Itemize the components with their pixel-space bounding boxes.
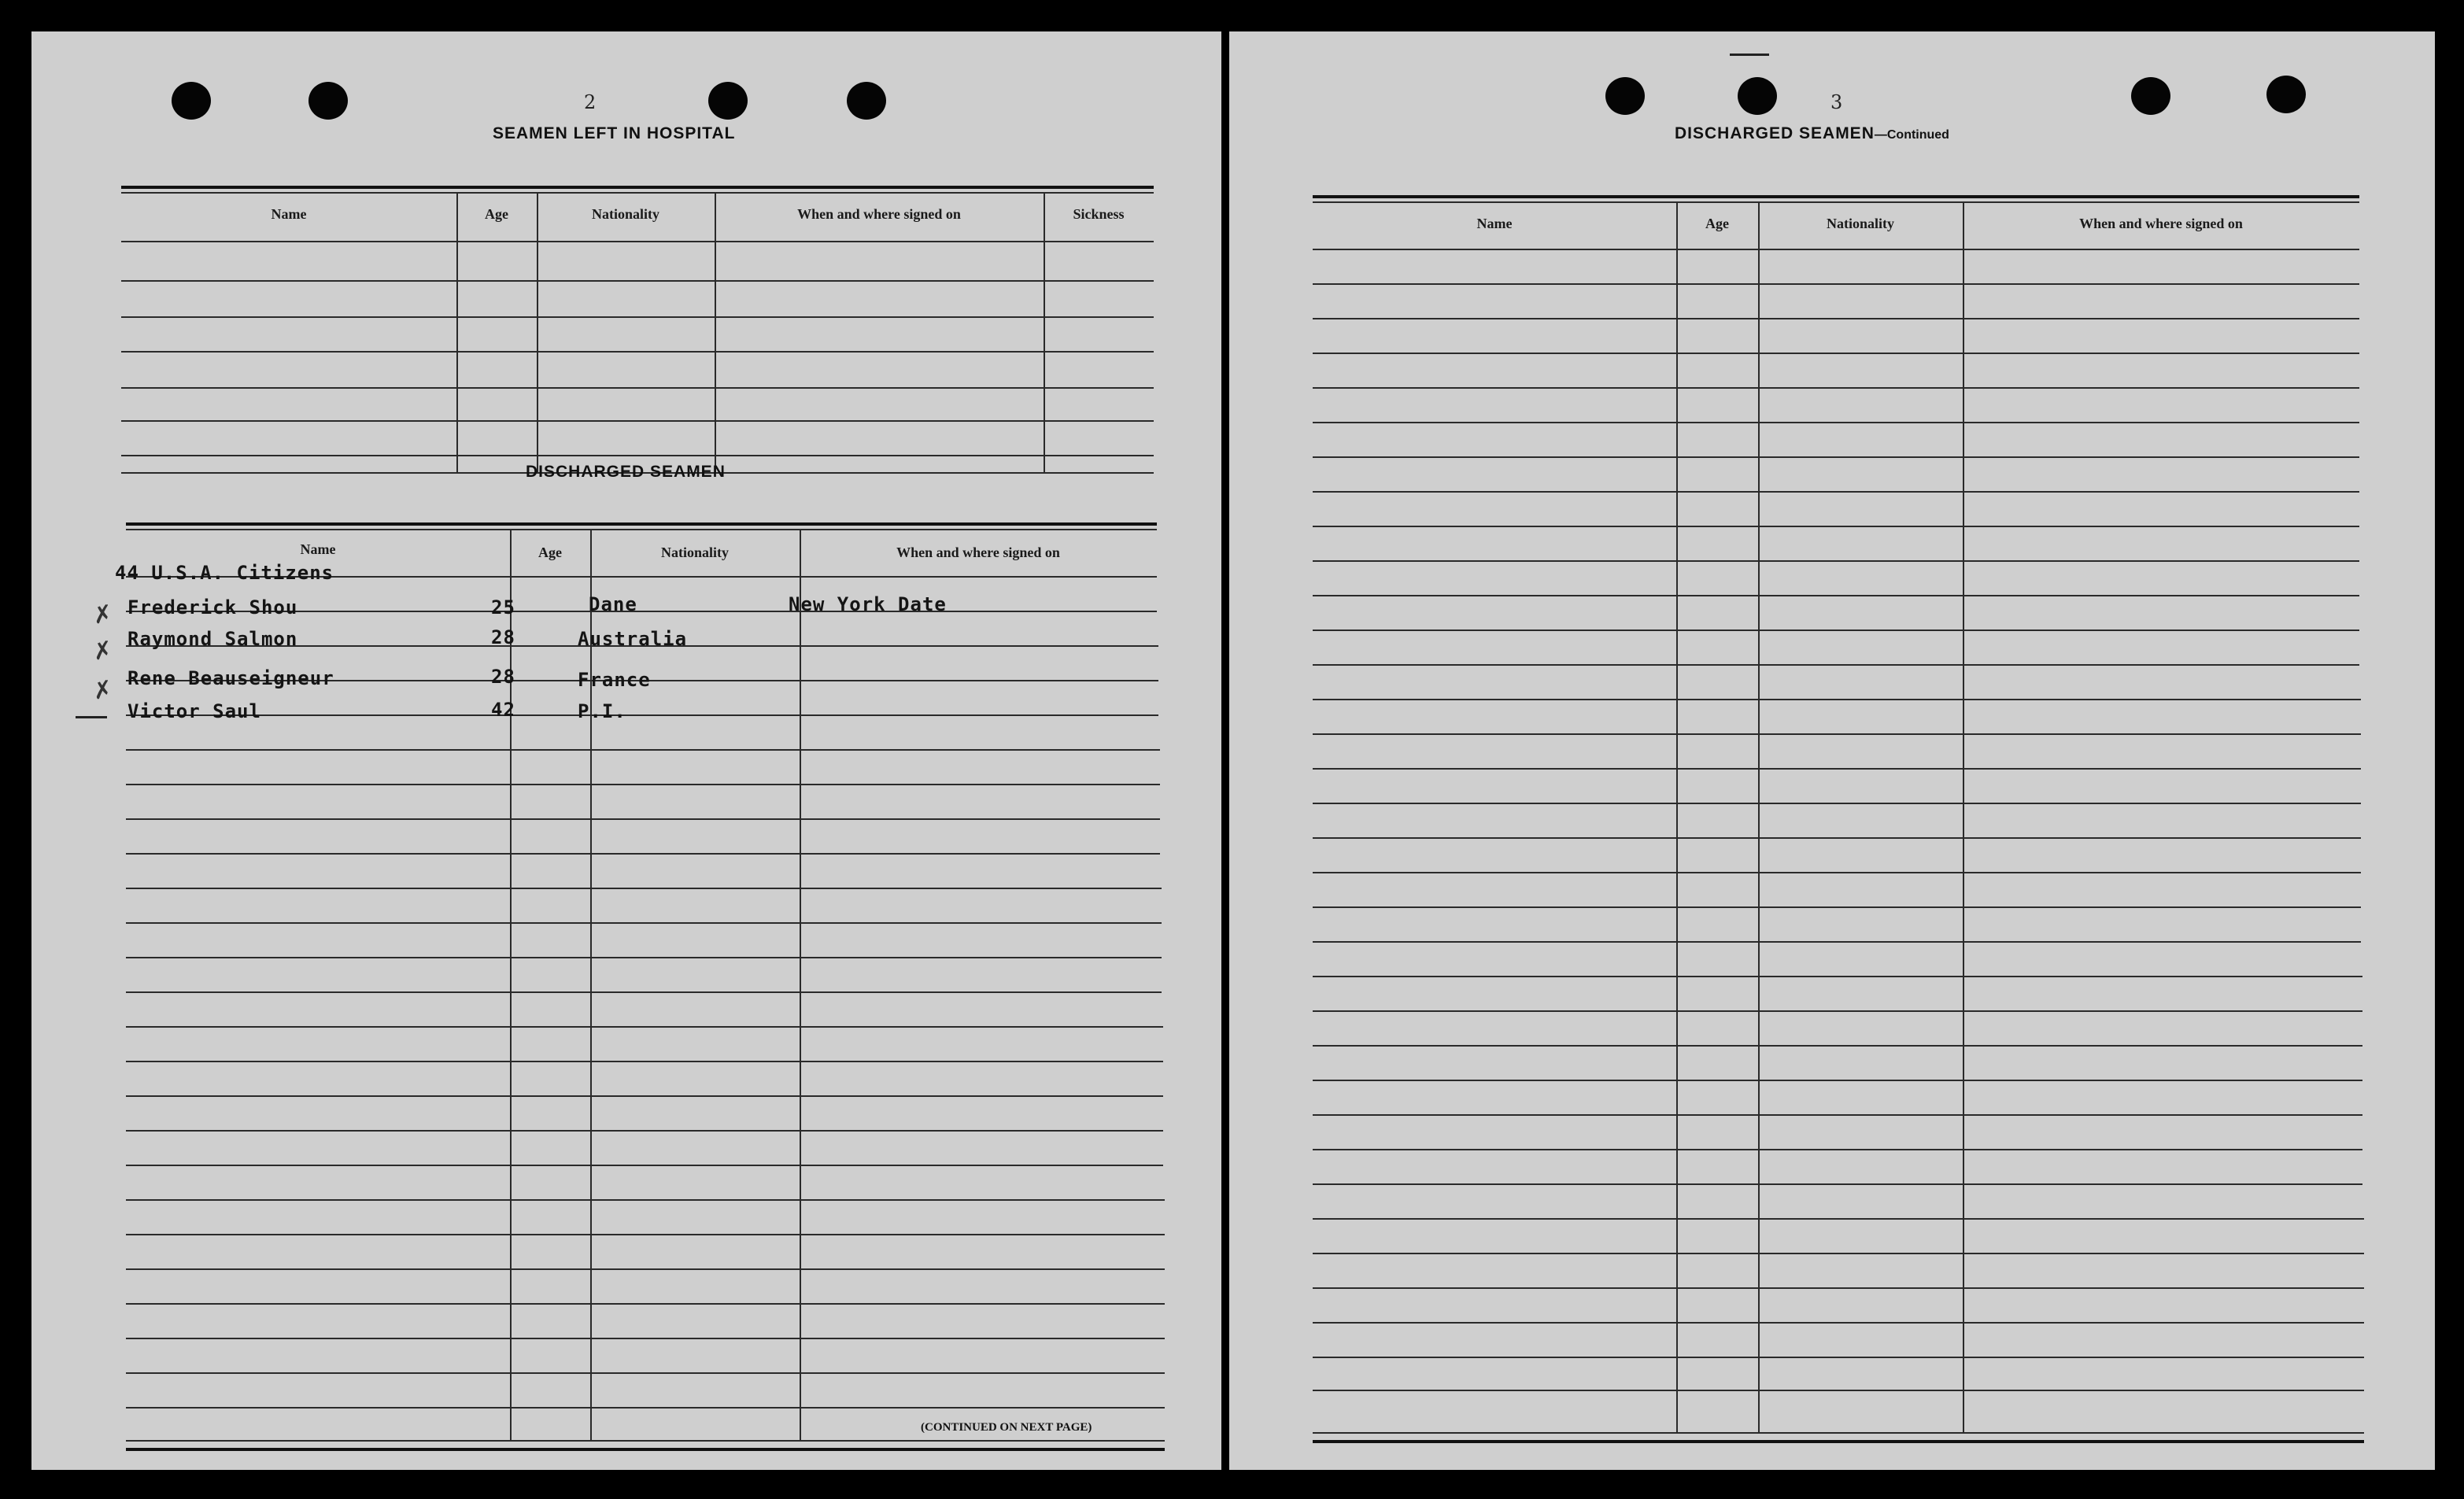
seaman-nationality: P.I. xyxy=(578,700,626,722)
column-header-age: Age xyxy=(1705,216,1729,231)
discharged-continued-title xyxy=(1675,124,1949,143)
column-header-sickness: Sickness xyxy=(1073,206,1125,222)
punch-hole xyxy=(2131,77,2170,115)
column-header-signed-on: When and where signed on xyxy=(2079,216,2243,231)
column-header-name: Name xyxy=(271,206,307,222)
seaman-nationality: Australia xyxy=(578,628,688,650)
column-header-age: Age xyxy=(485,206,508,222)
seaman-name: Victor Saul xyxy=(127,700,261,722)
column-header-nationality: Nationality xyxy=(660,545,729,560)
seaman-age: 28 xyxy=(491,666,515,688)
left-page xyxy=(31,31,1221,1470)
seaman-name: Raymond Salmon xyxy=(127,628,298,650)
seaman-name: Rene Beauseigneur xyxy=(127,667,334,689)
handwritten-dash xyxy=(76,716,107,718)
handwritten-check-mark: ✗ xyxy=(91,600,115,630)
punch-hole xyxy=(1605,77,1645,115)
punch-hole xyxy=(1738,77,1777,115)
column-header-name: Name xyxy=(1476,216,1513,231)
column-header-name: Name xyxy=(300,541,336,557)
citizens-note: 44 U.S.A. Citizens xyxy=(115,562,334,584)
title-text: DISCHARGED SEAMEN xyxy=(1675,124,1875,142)
column-header-nationality: Nationality xyxy=(591,206,659,222)
punch-hole xyxy=(308,82,348,120)
page-number: 2 xyxy=(584,91,597,113)
column-header-nationality: Nationality xyxy=(1826,216,1894,231)
handwritten-check-mark: ✗ xyxy=(91,636,115,666)
seaman-age: 25 xyxy=(491,596,515,618)
seaman-name: Frederick Shou xyxy=(127,596,298,618)
column-header-signed-on: When and where signed on xyxy=(797,206,961,222)
column-header-signed-on: When and where signed on xyxy=(896,545,1060,560)
page-top-rule xyxy=(1730,54,1769,56)
seaman-age: 28 xyxy=(491,626,515,648)
punch-hole xyxy=(708,82,748,120)
punch-hole xyxy=(847,82,886,120)
page-number: 3 xyxy=(1830,91,1843,113)
punch-hole xyxy=(2266,76,2306,113)
hospital-section-title: SEAMEN LEFT IN HOSPITAL xyxy=(493,124,736,142)
title-suffix: —Continued xyxy=(1874,128,1949,142)
right-page xyxy=(1229,31,2435,1470)
seaman-age: 42 xyxy=(491,699,515,721)
discharged-continued-table xyxy=(1313,164,2364,1454)
punch-hole xyxy=(172,82,211,120)
hospital-table xyxy=(121,154,1154,475)
seaman-nationality: France xyxy=(578,669,651,691)
column-header-age: Age xyxy=(538,545,562,560)
continued-note: (CONTINUED ON NEXT PAGE) xyxy=(921,1421,1092,1434)
handwritten-check-mark: ✗ xyxy=(91,675,115,706)
discharged-section-title: DISCHARGED SEAMEN xyxy=(526,463,726,481)
seaman-nationality: Dane xyxy=(589,593,637,615)
seaman-signed-on: New York Date xyxy=(789,593,947,615)
